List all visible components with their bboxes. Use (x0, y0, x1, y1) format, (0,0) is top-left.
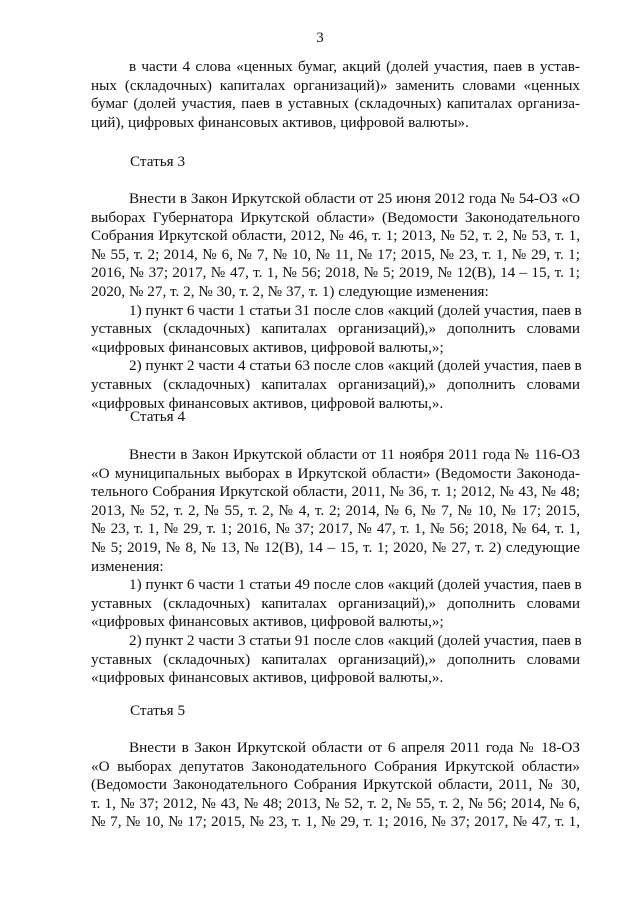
text-line: выборах Губернатора Иркутской области» (Ведомости Законодательного (91, 208, 580, 226)
page-number: 3 (316, 30, 324, 46)
article-3-heading: Статья 3 (130, 153, 186, 170)
text-line: «цифровых финансовых активов, цифровой валюты,». (91, 669, 444, 687)
text-line: № 23, т. 1, № 29, т. 1; 2016, № 37; 2017, № 47, т. 1, № 56; 2018, № 64, т. 1, (91, 520, 580, 538)
text-line: «О выборах депутатов Законодательного Собрания Иркутской области» (91, 757, 580, 775)
text-line: уставных (складочных) капиталах организаций),» дополнить словами (91, 650, 580, 668)
text-line: ций), цифровых финансовых активов, цифровой валюты». (91, 113, 469, 131)
text-line: (Ведомости Законодательного Собрания Иркутской области, 2011, № 30, (91, 776, 580, 794)
text-line: Собрания Иркутской области, 2012, № 46, т. 1; 2013, № 52, т. 2, № 53, т. 1, (91, 227, 580, 245)
text-line: изменения: (91, 557, 164, 575)
article-4-heading: Статья 4 (130, 408, 186, 425)
article-5-body (91, 739, 580, 832)
text-line: Внести в Закон Иркутской области от 25 июня 2012 года № 54-ОЗ «О (129, 190, 580, 207)
text-line: № 55, т. 2; 2014, № 6, № 7, № 10, № 11, № 17; 2015, № 23, т. 1, № 29, т. 1; (91, 245, 580, 263)
intro-paragraph (91, 58, 580, 132)
text-line: «цифровых финансовых активов, цифровой валюты,». (91, 394, 444, 412)
text-line: Внести в Закон Иркутской области от 6 апреля 2011 года № 18-ОЗ (129, 739, 580, 756)
text-line: «О муниципальных выборах в Иркутской области» (Ведомости Законода- (91, 464, 580, 482)
text-line: 2020, № 27, т. 2, № 30, т. 2, № 37, т. 1) следующие изменения: (91, 282, 489, 300)
list-item: 2) пункт 2 части 4 статьи 63 после слов «акций (долей участия, паев в (129, 357, 582, 375)
text-line: уставных (складочных) капиталах организаций),» дополнить словами (91, 320, 580, 338)
text-line: уставных (складочных) капиталах организаций),» дополнить словами (91, 594, 580, 612)
text-line: «цифровых финансовых активов, цифровой валюты,»; (91, 338, 444, 356)
text-line: т. 1, № 37; 2012, № 43, № 48; 2013, № 52, т. 2, № 55, т. 2, № 56; 2014, № 6, (91, 794, 580, 812)
text-line: № 7, № 10, № 17; 2015, № 23, т. 1, № 29, т. 1; 2016, № 37; 2017, № 47, т. 1, (91, 813, 580, 831)
text-line: № 5; 2019, № 8, № 13, № 12(В), 14 – 15, т. 1; 2020, № 27, т. 2) следующие (91, 538, 580, 556)
text-line: тельного Собрания Иркутской области, 2011, № 36, т. 1; 2012, № 43, № 48; (91, 483, 580, 501)
list-item: 2) пункт 2 части 3 статьи 91 после слов «акций (долей участия, паев в (129, 631, 582, 649)
text-line: 2016, № 37; 2017, № 47, т. 1, № 56; 2018, № 5; 2019, № 12(В), 14 – 15, т. 1; (91, 264, 580, 282)
list-item: 1) пункт 6 части 1 статьи 31 после слов «акций (долей участия, паев в (129, 301, 582, 319)
text-line: ных (складочных) капиталах организаций)» заменить словами «ценных (91, 76, 580, 94)
list-item: 1) пункт 6 части 1 статьи 49 после слов «акций (долей участия, паев в (129, 576, 582, 594)
article-3-body (91, 190, 580, 413)
text-line: в части 4 слова «ценных бумаг, акций (долей участия, паев в устав- (129, 58, 580, 75)
text-line: «цифровых финансовых активов, цифровой валюты,»; (91, 613, 444, 631)
text-line: уставных (складочных) капиталах организаций),» дополнить словами (91, 375, 580, 393)
text-line: 2013, № 52, т. 2, № 55, т. 2, № 4, т. 2; 2014, № 6, № 7, № 10, № 17; 2015, (91, 501, 580, 519)
text-line: бумаг (долей участия, паев в уставных (складочных) капиталах организа- (91, 95, 580, 113)
article-4-body (91, 446, 580, 688)
text-line: Внести в Закон Иркутской области от 11 ноября 2011 года № 116-ОЗ (129, 446, 580, 463)
article-5-heading: Статья 5 (130, 702, 186, 719)
